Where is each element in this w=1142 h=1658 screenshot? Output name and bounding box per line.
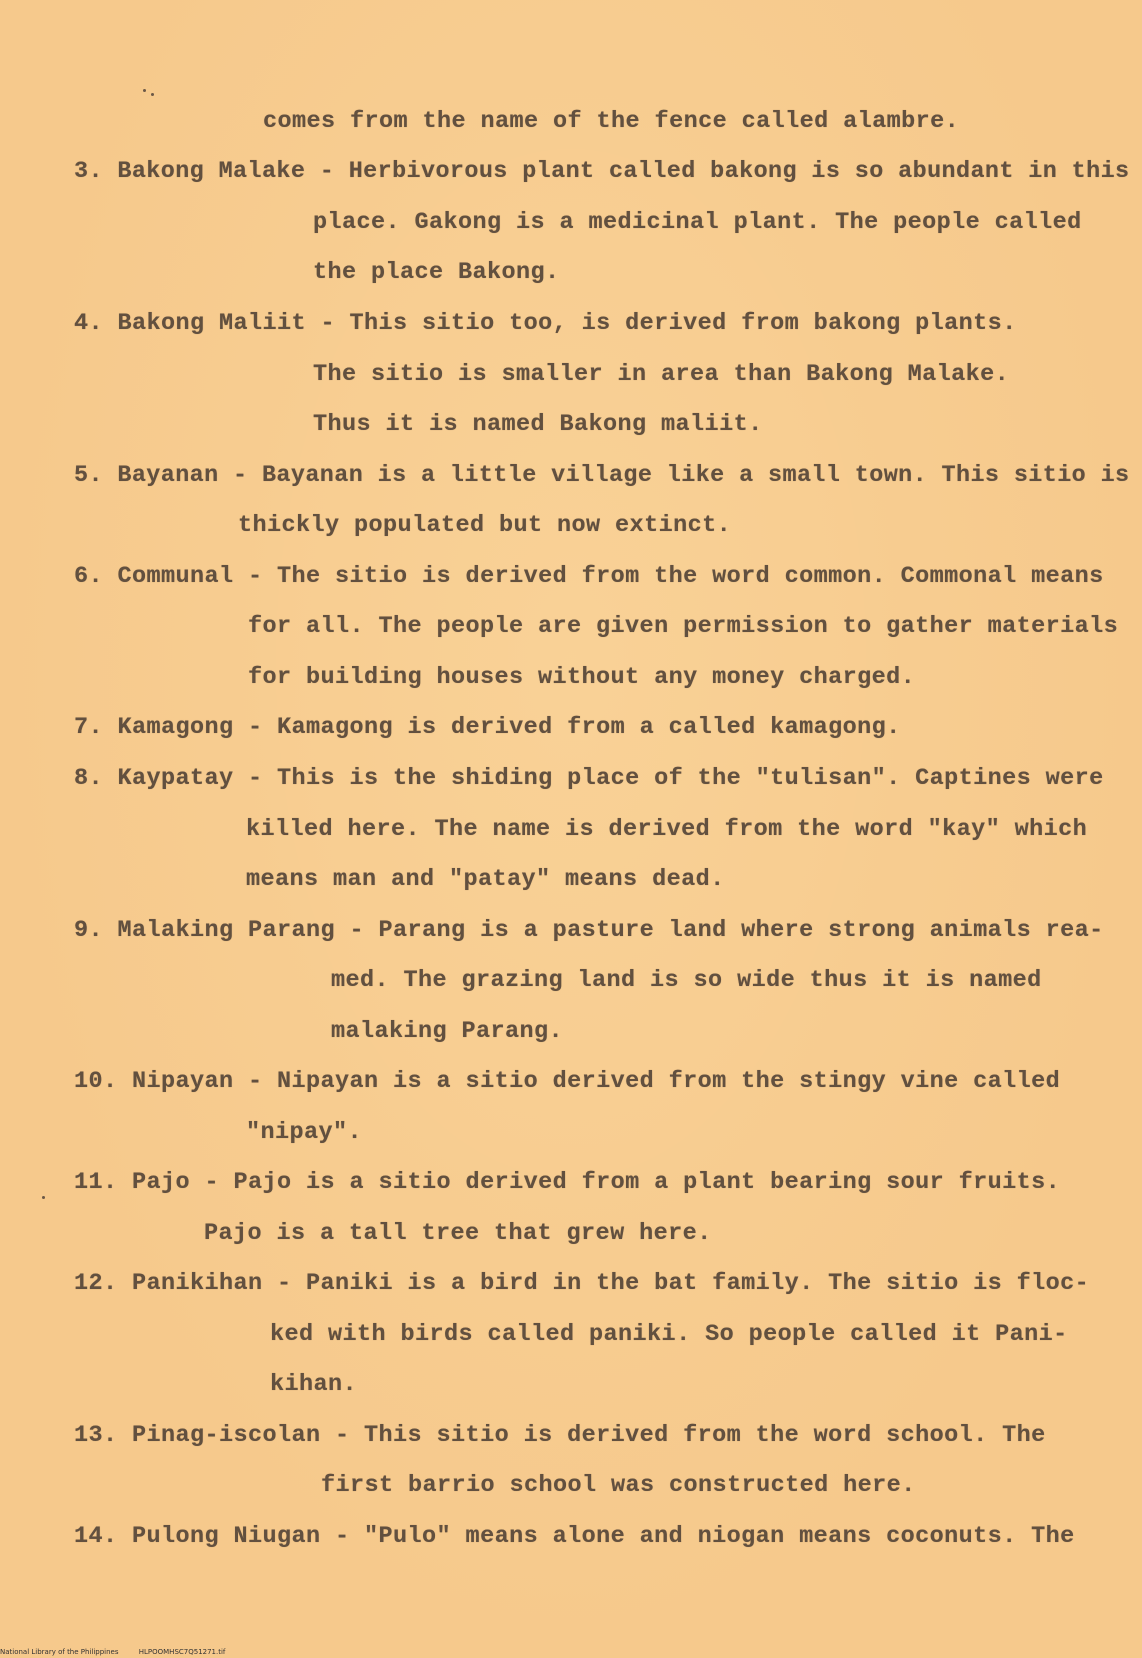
text-line: 6. Communal - The sitio is derived from the word common. Commonal means [74,563,1104,590]
text-line: 4. Bakong Maliit - This sitio too, is derived from bakong plants. [74,310,1017,337]
text-line: 3. Bakong Malake - Herbivorous plant called bakong is so abundant in this [74,158,1130,185]
scan-footer [0,1648,243,1656]
footer-library: National Library of the Philippines [0,1648,119,1656]
text-line: med. The grazing land is so wide thus it is named [331,967,1042,994]
text-line: 12. Panikihan - Paniki is a bird in the bat family. The sitio is floc- [74,1270,1090,1297]
text-line: "nipay". [246,1119,363,1146]
text-line: 13. Pinag-iscolan - This sitio is derived from the word school. The [74,1422,1046,1449]
text-line: for building houses without any money charged. [248,664,916,691]
text-line: killed here. The name is derived from the word "kay" which [246,816,1088,843]
text-line: thickly populated but now extinct. [238,512,732,539]
text-line: 5. Bayanan - Bayanan is a little village like a small town. This sitio is [74,462,1130,489]
text-line: The sitio is smaller in area than Bakong Malake. [313,361,1010,388]
ink-speck [42,1196,45,1199]
text-line: 9. Malaking Parang - Parang is a pasture land where strong animals rea- [74,917,1104,944]
text-line: Pajo is a tall tree that grew here. [204,1220,712,1247]
text-line: means man and "patay" means dead. [246,866,725,893]
text-line: 11. Pajo - Pajo is a sitio derived from a plant bearing sour fruits. [74,1169,1061,1196]
text-line: Thus it is named Bakong maliit. [313,411,763,438]
text-line: 14. Pulong Niugan - "Pulo" means alone and niogan means coconuts. The [74,1523,1075,1550]
ink-speck [151,93,154,96]
text-line: for all. The people are given permission to gather materials [248,613,1119,640]
text-line: 8. Kaypatay - This is the shiding place of the "tulisan". Captines were [74,765,1104,792]
text-line: the place Bakong. [313,259,560,286]
text-line: 7. Kamagong - Kamagong is derived from a called kamagong. [74,714,901,741]
text-line: place. Gakong is a medicinal plant. The people called [313,209,1082,236]
footer-file-id: HLPOOMHSC7Q51271.tif [138,1648,226,1656]
text-line: malaking Parang. [331,1018,564,1045]
text-line: 10. Nipayan - Nipayan is a sitio derived from the stingy vine called [74,1068,1061,1095]
text-line: kihan. [270,1371,358,1398]
text-line: ked with birds called paniki. So people called it Pani- [270,1321,1068,1348]
bleed-through-texture [70,0,1070,1600]
ink-speck [143,89,146,92]
text-line: first barrio school was constructed here. [321,1472,916,1499]
text-line: comes from the name of the fence called alambre. [263,108,960,135]
